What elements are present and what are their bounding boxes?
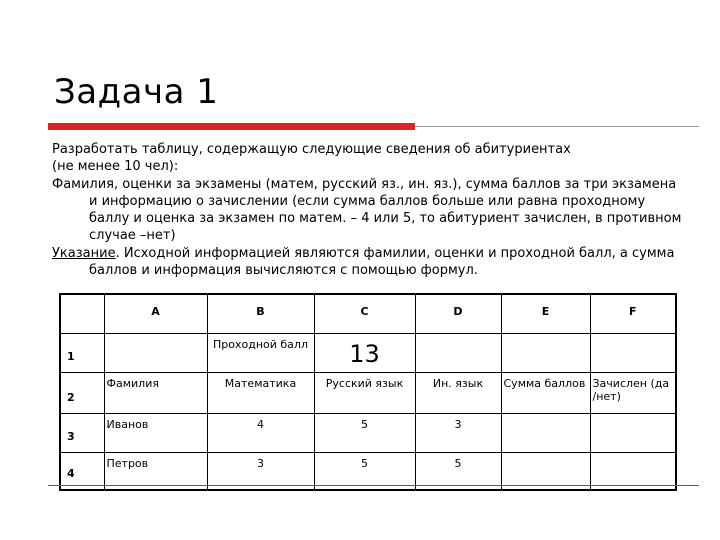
cell-f2[interactable] <box>590 373 676 414</box>
cell-a3[interactable] <box>104 414 207 453</box>
math-score: 3 <box>257 457 264 470</box>
column-header-row <box>60 294 676 334</box>
cell-b3[interactable] <box>207 414 314 453</box>
table-row <box>60 373 676 414</box>
row-header-2: 2 <box>60 373 104 414</box>
title-accent-bar <box>48 123 415 130</box>
surname-value: Иванов <box>106 418 149 431</box>
cell-b2[interactable] <box>207 373 314 414</box>
foreign-lang-score: 5 <box>454 457 462 470</box>
column-header-b: B <box>207 294 314 334</box>
corner-cell <box>60 294 104 334</box>
cell-f3[interactable] <box>590 414 676 453</box>
cell-c2[interactable] <box>314 373 415 414</box>
column-header-d: D <box>415 294 501 334</box>
cell-b1[interactable] <box>207 334 314 373</box>
surname-value: Петров <box>106 457 149 470</box>
header-surname: Фамилия <box>106 377 159 390</box>
cell-c1[interactable] <box>314 334 415 373</box>
row-header-4: 4 <box>60 453 104 491</box>
column-header-c: C <box>314 294 415 334</box>
row-header-3: 3 <box>60 414 104 453</box>
header-total: Сумма баллов <box>503 377 586 390</box>
header-foreign-lang: Ин. язык <box>432 377 484 390</box>
cell-e3[interactable] <box>501 414 590 453</box>
pass-score-value: 13 <box>349 340 380 368</box>
russian-score: 5 <box>361 418 368 431</box>
cell-d1[interactable] <box>415 334 501 373</box>
cell-e1[interactable] <box>501 334 590 373</box>
task-description <box>52 141 682 279</box>
slide-title: Задача 1 <box>54 72 219 112</box>
foreign-lang-score: 3 <box>454 418 462 431</box>
table-row <box>60 414 676 453</box>
cell-a1[interactable] <box>104 334 207 373</box>
header-russian: Русский язык <box>325 377 404 390</box>
paragraph-1: Разработать таблицу, содержащую следующие сведения об абитуриентах <box>52 142 571 157</box>
paragraph-2: (не менее 10 чел): <box>52 159 179 175</box>
pass-score-label: Проходной балл <box>213 338 308 351</box>
note-label: Указание <box>52 245 116 261</box>
cell-f1[interactable] <box>590 334 676 373</box>
russian-score: 5 <box>361 457 368 470</box>
row-header-1: 1 <box>60 334 104 373</box>
cell-c3[interactable] <box>314 414 415 453</box>
math-score: 4 <box>257 418 264 431</box>
header-math: Математика <box>224 377 297 390</box>
column-header-e: E <box>501 294 590 334</box>
bottom-rule <box>48 485 699 486</box>
cell-d2[interactable] <box>415 373 501 414</box>
note-paragraph <box>52 245 682 280</box>
cell-a2[interactable] <box>104 373 207 414</box>
cell-e2[interactable] <box>501 373 590 414</box>
paragraph-3: Фамилия, оценки за экзамены (матем, русский яз., ин. яз.), сумма баллов за три экзамена и информацию о зачислении (если сумма баллов больше или равна проходному баллу и оценка за экзамен по матем. – 4 или 5, то абитуриент зачислен, в противном случае –нет) <box>52 176 682 244</box>
column-header-f: F <box>590 294 676 334</box>
note-text: . Исходной информацией являются фамилии, оценки и проходной балл, а сумма баллов и информация вычисляются с помощью формул. <box>89 245 675 279</box>
cell-d3[interactable] <box>415 414 501 453</box>
column-header-a: A <box>104 294 207 334</box>
spreadsheet-table <box>59 293 677 491</box>
table-row <box>60 334 676 373</box>
header-admitted: Зачислен (да /нет) <box>592 377 670 403</box>
